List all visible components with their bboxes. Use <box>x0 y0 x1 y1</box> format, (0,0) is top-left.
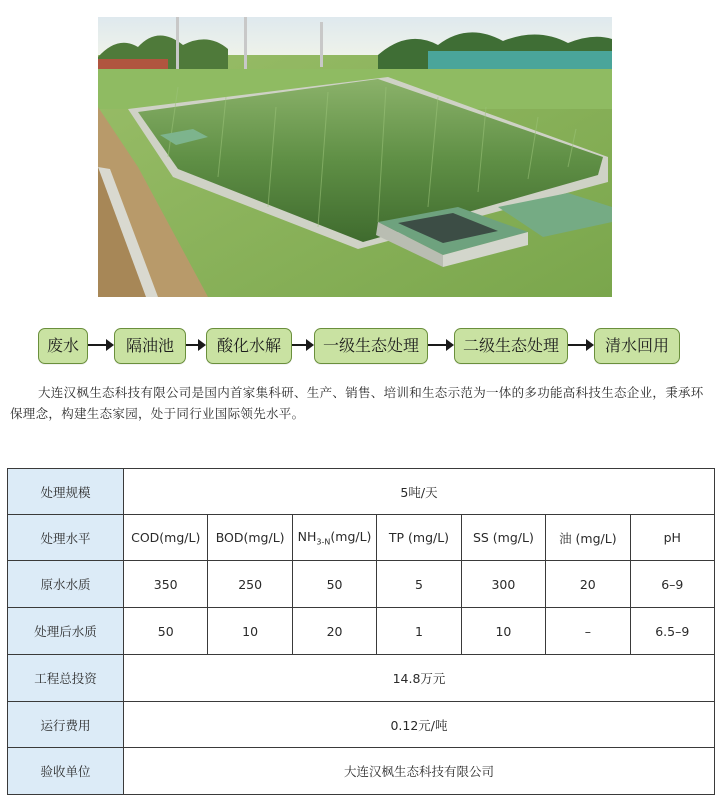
param-header <box>292 515 376 561</box>
table-row <box>8 469 715 515</box>
table-cell: 300 <box>461 561 545 608</box>
table-cell: 350 <box>124 561 208 608</box>
table-cell: 5 <box>377 561 461 608</box>
table-cell: 20 <box>546 561 630 608</box>
table-cell: 6–9 <box>630 561 714 608</box>
investment-value: 14.8万元 <box>124 655 715 702</box>
table-cell: 250 <box>208 561 292 608</box>
table-cell: 6.5–9 <box>630 608 714 655</box>
table-row <box>8 748 715 795</box>
param-header: SS (mg/L) <box>461 515 545 561</box>
flow-step-primary-eco: 一级生态处理 <box>314 328 428 364</box>
table-cell: 10 <box>208 608 292 655</box>
row-label: 处理水平 <box>8 515 124 561</box>
table-cell: 50 <box>292 561 376 608</box>
nh-unit: (mg/L) <box>330 528 372 544</box>
row-label: 原水水质 <box>8 561 124 608</box>
flow-arrow-icon <box>88 344 112 346</box>
table-cell: 20 <box>292 608 376 655</box>
table-row <box>8 608 715 655</box>
scale-value: 5吨/天 <box>124 469 715 515</box>
table-cell: 1 <box>377 608 461 655</box>
row-label: 运行费用 <box>8 702 124 748</box>
param-header: COD(mg/L) <box>124 515 208 561</box>
flow-step-hydrolysis: 酸化水解 <box>206 328 292 364</box>
nh-subscript: 3-N <box>316 537 331 547</box>
spec-table <box>7 468 715 795</box>
company-intro: 大连汉枫生态科技有限公司是国内首家集科研、生产、销售、培训和生态示范为一体的多功能高科技生态企业，秉承环保理念，构建生态家园，处于同行业国际领先水平。 <box>10 385 704 421</box>
flow-step-grease-trap: 隔油池 <box>114 328 186 364</box>
table-cell: 10 <box>461 608 545 655</box>
flow-step-wastewater: 废水 <box>38 328 88 364</box>
flow-arrow-icon <box>292 344 312 346</box>
param-header: 油 (mg/L) <box>546 515 630 561</box>
param-header: BOD(mg/L) <box>208 515 292 561</box>
wetland-photo <box>98 17 612 297</box>
row-label: 工程总投资 <box>8 655 124 702</box>
table-row <box>8 515 715 561</box>
row-label: 处理后水质 <box>8 608 124 655</box>
param-header: TP (mg/L) <box>377 515 461 561</box>
flow-step-secondary-eco: 二级生态处理 <box>454 328 568 364</box>
cost-value: 0.12元/吨 <box>124 702 715 748</box>
wetland-illustration <box>98 17 612 297</box>
table-row <box>8 561 715 608</box>
row-label: 验收单位 <box>8 748 124 795</box>
table-row <box>8 702 715 748</box>
flow-arrow-icon <box>428 344 452 346</box>
process-flow <box>38 328 688 364</box>
acceptance-value: 大连汉枫生态科技有限公司 <box>124 748 715 795</box>
nh-label: NH <box>297 528 317 544</box>
param-header: pH <box>630 515 714 561</box>
table-cell: – <box>546 608 630 655</box>
flow-step-reuse: 清水回用 <box>594 328 680 364</box>
row-label: 处理规模 <box>8 469 124 515</box>
table-cell: 50 <box>124 608 208 655</box>
flow-arrow-icon <box>568 344 592 346</box>
flow-arrow-icon <box>186 344 204 346</box>
table-row <box>8 655 715 702</box>
